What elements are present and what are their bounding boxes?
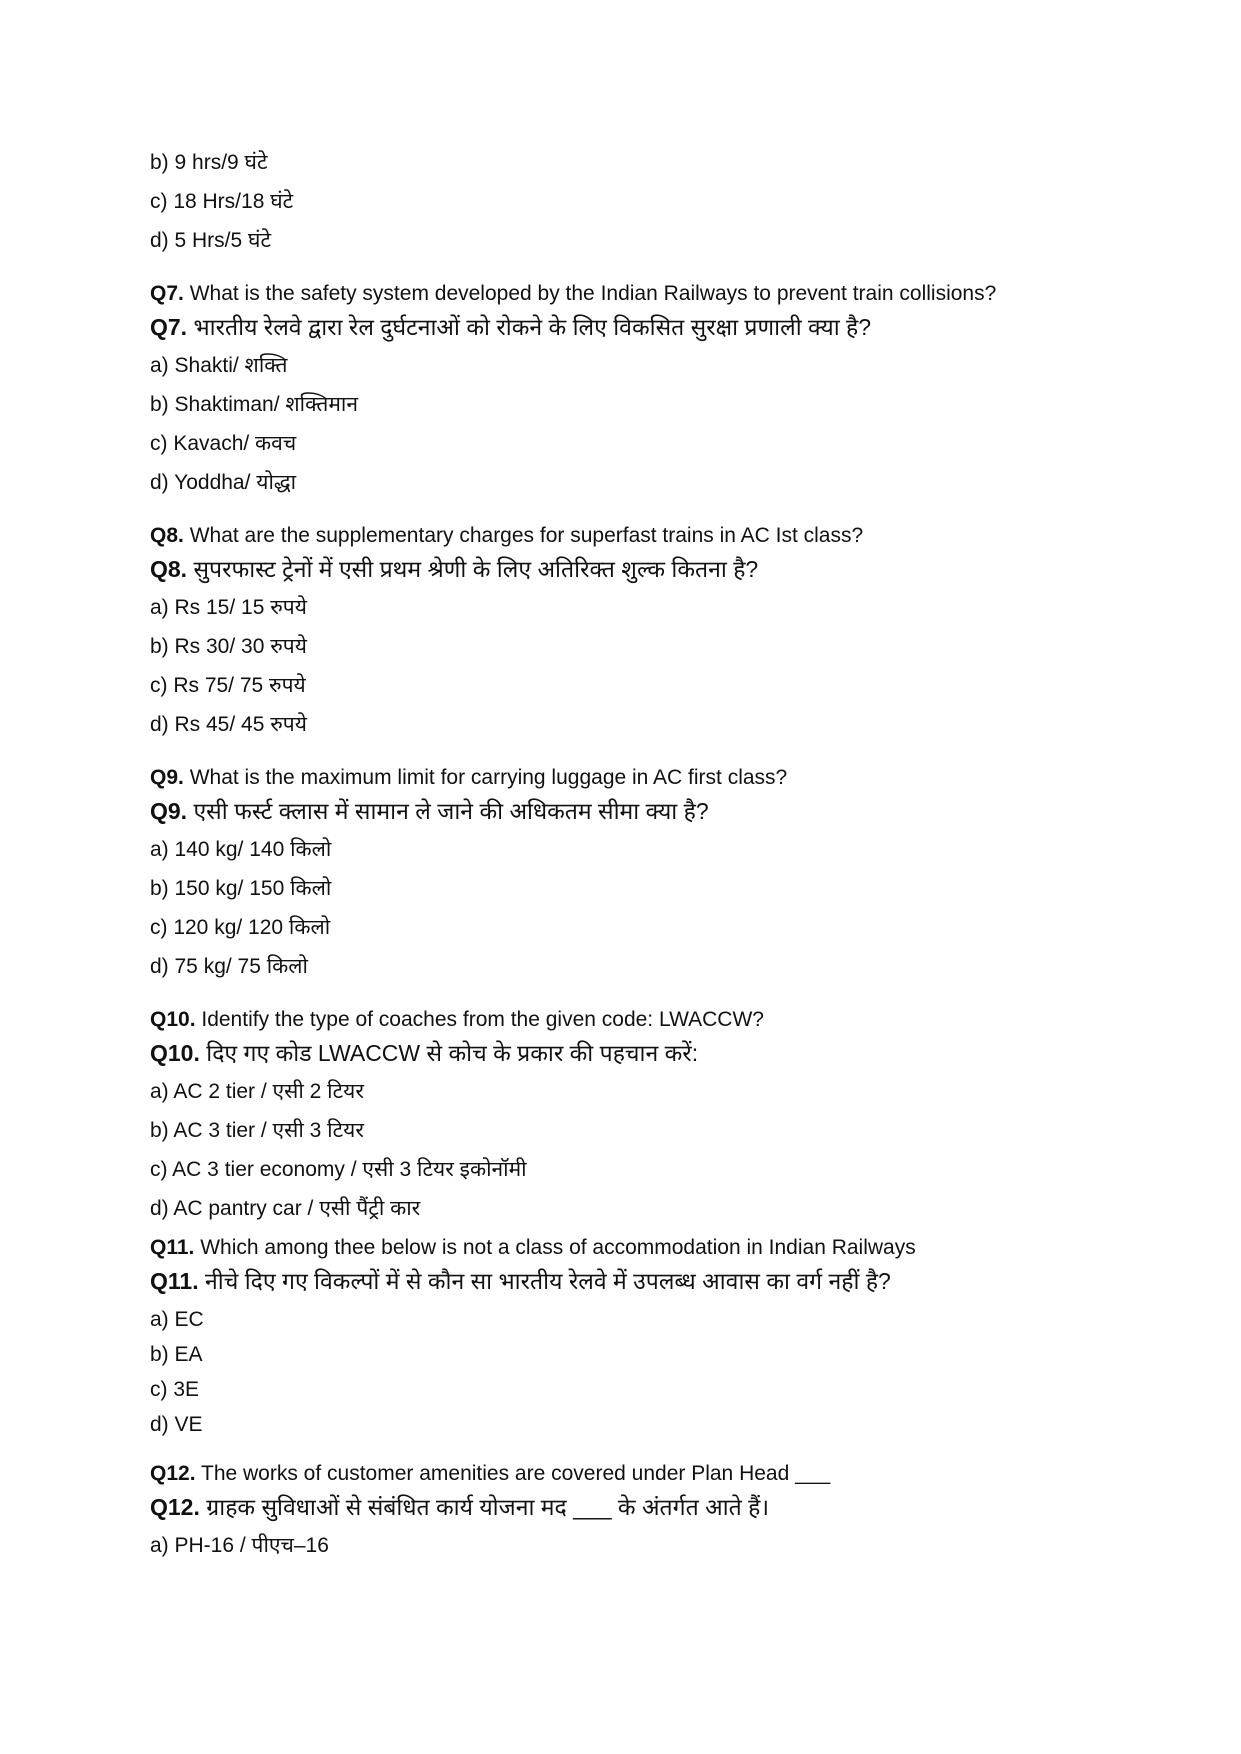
question-block-q8 — [150, 523, 1110, 751]
question-text-en: Q7. What is the safety system developed by the Indian Railways to prevent train collisions? — [150, 282, 997, 305]
question-number: Q10. — [150, 1008, 196, 1031]
option: c) 120 kg/ 120 किलो — [150, 916, 331, 939]
option: d) AC pantry car / एसी पैंट्री कार — [150, 1197, 421, 1220]
option: b) 150 kg/ 150 किलो — [150, 877, 332, 900]
question-number: Q11. — [150, 1268, 199, 1294]
question-block-q7 — [150, 281, 1110, 509]
option: d) Yoddha/ योद्धा — [150, 471, 297, 494]
question-number: Q9. — [150, 766, 184, 789]
question-text-hi: Q8. सुपरफास्ट ट्रेनों में एसी प्रथम श्रेणी के लिए अतिरिक्त शुल्क कितना है? — [150, 556, 759, 582]
option: c) 3E — [150, 1378, 200, 1401]
question-text-en: Q11. Which among thee below is not a class of accommodation in Indian Railways — [150, 1236, 916, 1259]
option: c) Rs 75/ 75 रुपये — [150, 674, 306, 697]
question-text-en: Q12. The works of customer amenities are covered under Plan Head ___ — [150, 1462, 831, 1485]
option: c) 18 Hrs/18 घंटे — [150, 190, 294, 213]
question-text-hi: Q7. भारतीय रेलवे द्वारा रेल दुर्घटनाओं को रोकने के लिए विकसित सुरक्षा प्रणाली क्या है? — [150, 314, 872, 340]
document-page — [150, 150, 1110, 1572]
option: d) Rs 45/ 45 रुपये — [150, 713, 307, 736]
question-number: Q7. — [150, 314, 188, 340]
option: c) AC 3 tier economy / एसी 3 टियर इकोनॉमी — [150, 1158, 527, 1181]
option: b) EA — [150, 1343, 203, 1366]
option: d) VE — [150, 1413, 203, 1436]
option: a) 140 kg/ 140 किलो — [150, 838, 332, 861]
option: b) 9 hrs/9 घंटे — [150, 151, 268, 174]
question-text-hi: Q9. एसी फर्स्ट क्लास में सामान ले जाने की अधिकतम सीमा क्या है? — [150, 798, 709, 824]
question-text-hi: Q10. दिए गए कोड LWACCW से कोच के प्रकार की पहचान करें: — [150, 1040, 699, 1066]
question-number: Q8. — [150, 524, 184, 547]
carryover-options — [150, 150, 1110, 267]
option: b) Rs 30/ 30 रुपये — [150, 635, 307, 658]
option: d) 5 Hrs/5 घंटे — [150, 229, 272, 252]
question-text-en: Q8. What are the supplementary charges for superfast trains in AC Ist class? — [150, 524, 864, 547]
question-text-hi: Q12. ग्राहक सुविधाओं से संबंधित कार्य योजना मद ___ के अंतर्गत आते हैं। — [150, 1494, 770, 1520]
question-number: Q12. — [150, 1494, 200, 1520]
option: a) Shakti/ शक्ति — [150, 354, 288, 377]
question-block-q10 — [150, 1007, 1110, 1235]
question-text-en: Q10. Identify the type of coaches from the given code: LWACCW? — [150, 1008, 764, 1031]
option: b) AC 3 tier / एसी 3 टियर — [150, 1119, 364, 1142]
question-text-en: Q9. What is the maximum limit for carrying luggage in AC first class? — [150, 766, 788, 789]
option: b) Shaktiman/ शक्तिमान — [150, 393, 358, 416]
question-block-q11 — [150, 1235, 1110, 1447]
question-block-q9 — [150, 765, 1110, 993]
option: a) PH-16 / पीएच–16 — [150, 1534, 329, 1557]
question-number: Q7. — [150, 282, 184, 305]
question-number: Q12. — [150, 1462, 196, 1485]
option: a) EC — [150, 1308, 204, 1331]
question-number: Q8. — [150, 556, 188, 582]
question-number: Q9. — [150, 798, 188, 824]
question-text-hi: Q11. नीचे दिए गए विकल्पों में से कौन सा भारतीय रेलवे में उपलब्ध आवास का वर्ग नहीं है? — [150, 1268, 891, 1294]
option: d) 75 kg/ 75 किलो — [150, 955, 308, 978]
option: a) AC 2 tier / एसी 2 टियर — [150, 1080, 364, 1103]
question-block-q12 — [150, 1461, 1110, 1572]
question-number: Q11. — [150, 1236, 195, 1259]
option: a) Rs 15/ 15 रुपये — [150, 596, 307, 619]
question-number: Q10. — [150, 1040, 200, 1066]
option: c) Kavach/ कवच — [150, 432, 297, 455]
